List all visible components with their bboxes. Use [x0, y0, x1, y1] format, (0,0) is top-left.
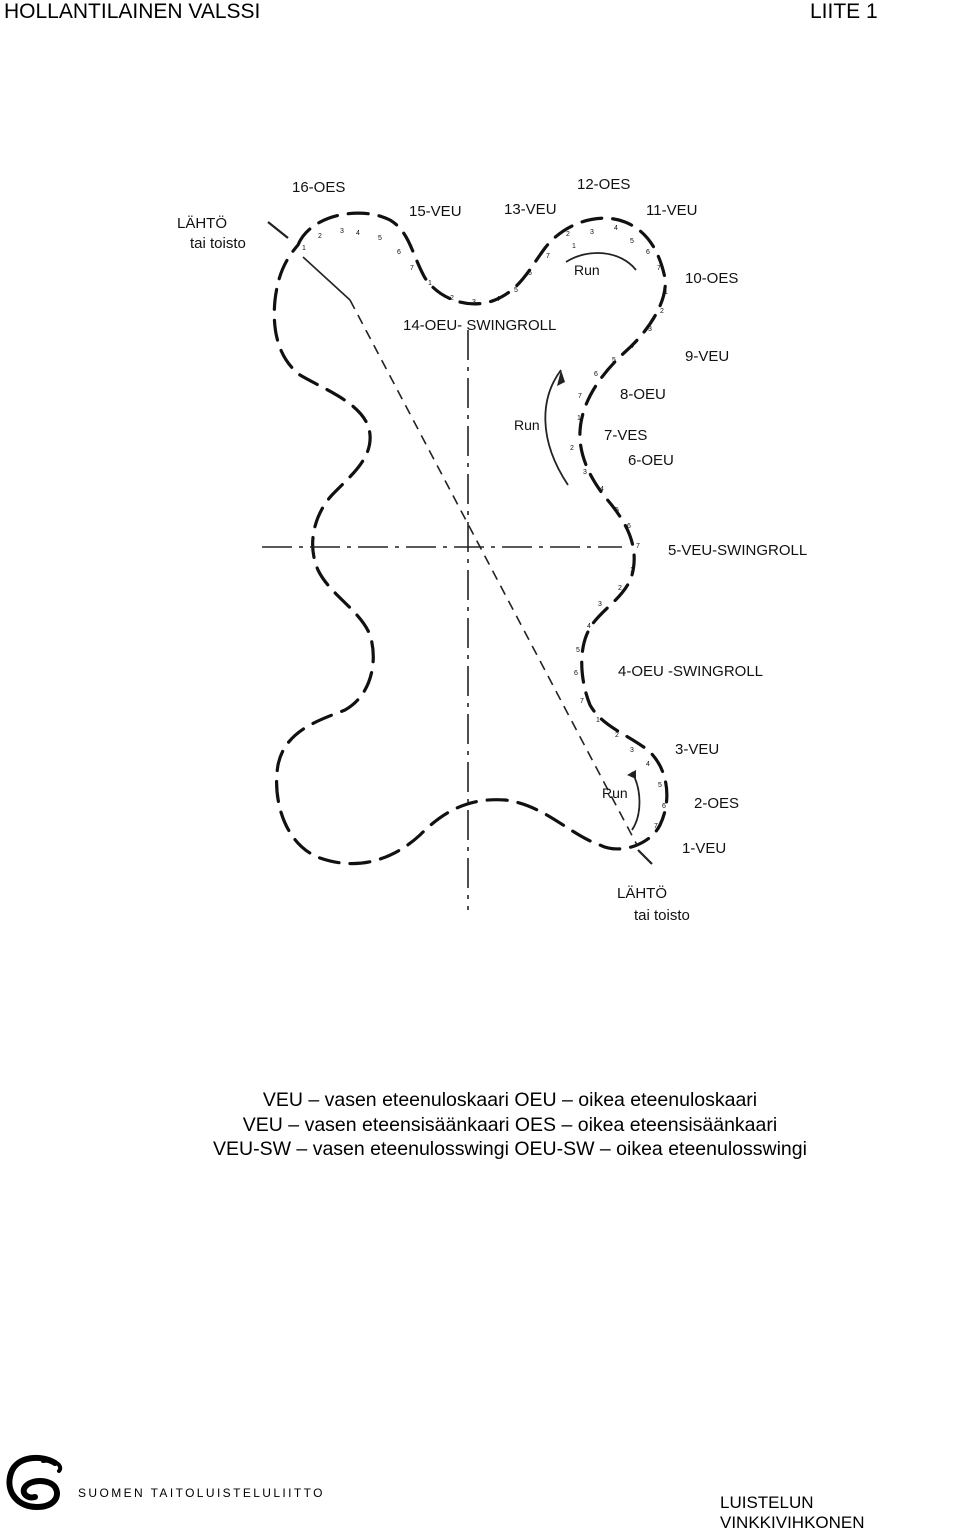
step-number: 2	[570, 445, 574, 452]
step-number: 7	[580, 698, 584, 705]
step-number: 3	[648, 326, 652, 333]
step-numbers	[302, 225, 668, 830]
step-number: 6	[397, 249, 401, 256]
step-number: 6	[574, 670, 578, 677]
label-16-oes: 16-OES	[292, 179, 346, 196]
label-3-veu: 3-VEU	[675, 741, 720, 758]
step-number: 1	[630, 567, 634, 574]
step-number: 3	[583, 469, 587, 476]
step-number: 7	[654, 823, 658, 830]
step-number: 4	[587, 623, 591, 630]
label-4-oeu-swingroll: 4-OEU -SWINGROLL	[618, 663, 764, 680]
label-1-veu: 1-VEU	[682, 840, 727, 857]
step-number: 1	[577, 415, 581, 422]
step-number: 3	[590, 229, 594, 236]
label-12-oes: 12-OES	[577, 176, 631, 193]
step-number: 5	[630, 238, 634, 245]
step-number: 7	[546, 253, 550, 260]
label-7-ves: 7-VES	[604, 427, 648, 444]
label-10-oes: 10-OES	[685, 270, 739, 287]
step-number: 6	[646, 249, 650, 256]
run-label: Run	[574, 262, 600, 278]
step-number: 1	[664, 289, 668, 296]
step-number: 5	[514, 287, 518, 294]
step-number: 3	[472, 299, 476, 306]
step-number: 4	[646, 761, 650, 768]
run-label: Run	[602, 785, 628, 801]
label-9-veu: 9-VEU	[685, 348, 730, 365]
step-number: 1	[596, 717, 600, 724]
label-6-oeu: 6-OEU	[628, 452, 674, 469]
label-14-oeu-swingroll: 14-OEU- SWINGROLL	[403, 317, 557, 334]
skating-path	[274, 213, 667, 863]
step-number: 6	[594, 371, 598, 378]
step-number: 4	[496, 296, 500, 303]
step-number: 7	[636, 543, 640, 550]
legend-line: VEU – vasen eteenuloskaari OEU – oikea eteenuloskaari	[262, 1089, 758, 1111]
step-number: 2	[450, 295, 454, 302]
step-number: 2	[318, 233, 322, 240]
step-number: 4	[614, 225, 618, 232]
start-label-top-sub: tai toisto	[190, 235, 246, 252]
start-label-bottom-sub: tai toisto	[634, 907, 690, 924]
federation-name: SUOMEN TAITOLUISTELULIITTO	[78, 1486, 325, 1500]
step-number: 5	[576, 647, 580, 654]
footer-title: LUISTELUN VINKKIVIHKONEN	[720, 1493, 865, 1532]
step-number: 4	[356, 230, 360, 237]
label-11-veu: 11-VEU	[646, 202, 698, 219]
appendix-label: LIITE 1	[810, 0, 878, 23]
step-number: 4	[600, 486, 604, 493]
federation-logo	[3, 1453, 67, 1513]
label-5-veu-swingroll: 5-VEU-SWINGROLL	[668, 542, 808, 559]
label-8-oeu: 8-OEU	[620, 386, 666, 403]
step-number: 3	[630, 747, 634, 754]
step-number: 1	[302, 245, 306, 252]
step-number: 2	[615, 732, 619, 739]
step-number: 2	[618, 585, 622, 592]
run-label: Run	[514, 417, 540, 433]
step-number: 7	[578, 393, 582, 400]
skating-pattern-diagram	[150, 140, 845, 945]
step-number: 6	[528, 270, 532, 277]
step-number: 2	[660, 308, 664, 315]
label-15-veu: 15-VEU	[409, 203, 462, 220]
step-number: 5	[612, 357, 616, 364]
start-label-top: LÄHTÖ	[177, 215, 228, 232]
step-number: 7	[657, 265, 661, 272]
run-arcs	[545, 253, 639, 830]
legend-line: VEU – vasen eteensisäänkaari OES – oikea eteensisäänkaari	[242, 1114, 778, 1136]
center-axes	[262, 330, 622, 910]
step-number: 7	[410, 265, 414, 272]
step-number: 5	[615, 507, 619, 514]
start-label-bottom: LÄHTÖ	[617, 885, 668, 902]
step-number: 1	[428, 280, 432, 287]
label-2-oes: 2-OES	[694, 795, 740, 812]
step-number: 5	[658, 782, 662, 789]
label-13-veu: 13-VEU	[504, 201, 557, 218]
step-number: 6	[662, 803, 666, 810]
step-number: 3	[340, 228, 344, 235]
step-number: 1	[572, 243, 576, 250]
step-number: 5	[378, 235, 382, 242]
step-number: 4	[630, 343, 634, 350]
step-number: 6	[627, 523, 631, 530]
step-number: 3	[598, 601, 602, 608]
legend-line: VEU-SW – vasen eteenulosswingi OEU-SW – oikea eteenulosswingi	[213, 1138, 807, 1160]
header-title: HOLLANTILAINEN VALSSI	[4, 0, 261, 23]
step-number: 2	[566, 231, 570, 238]
